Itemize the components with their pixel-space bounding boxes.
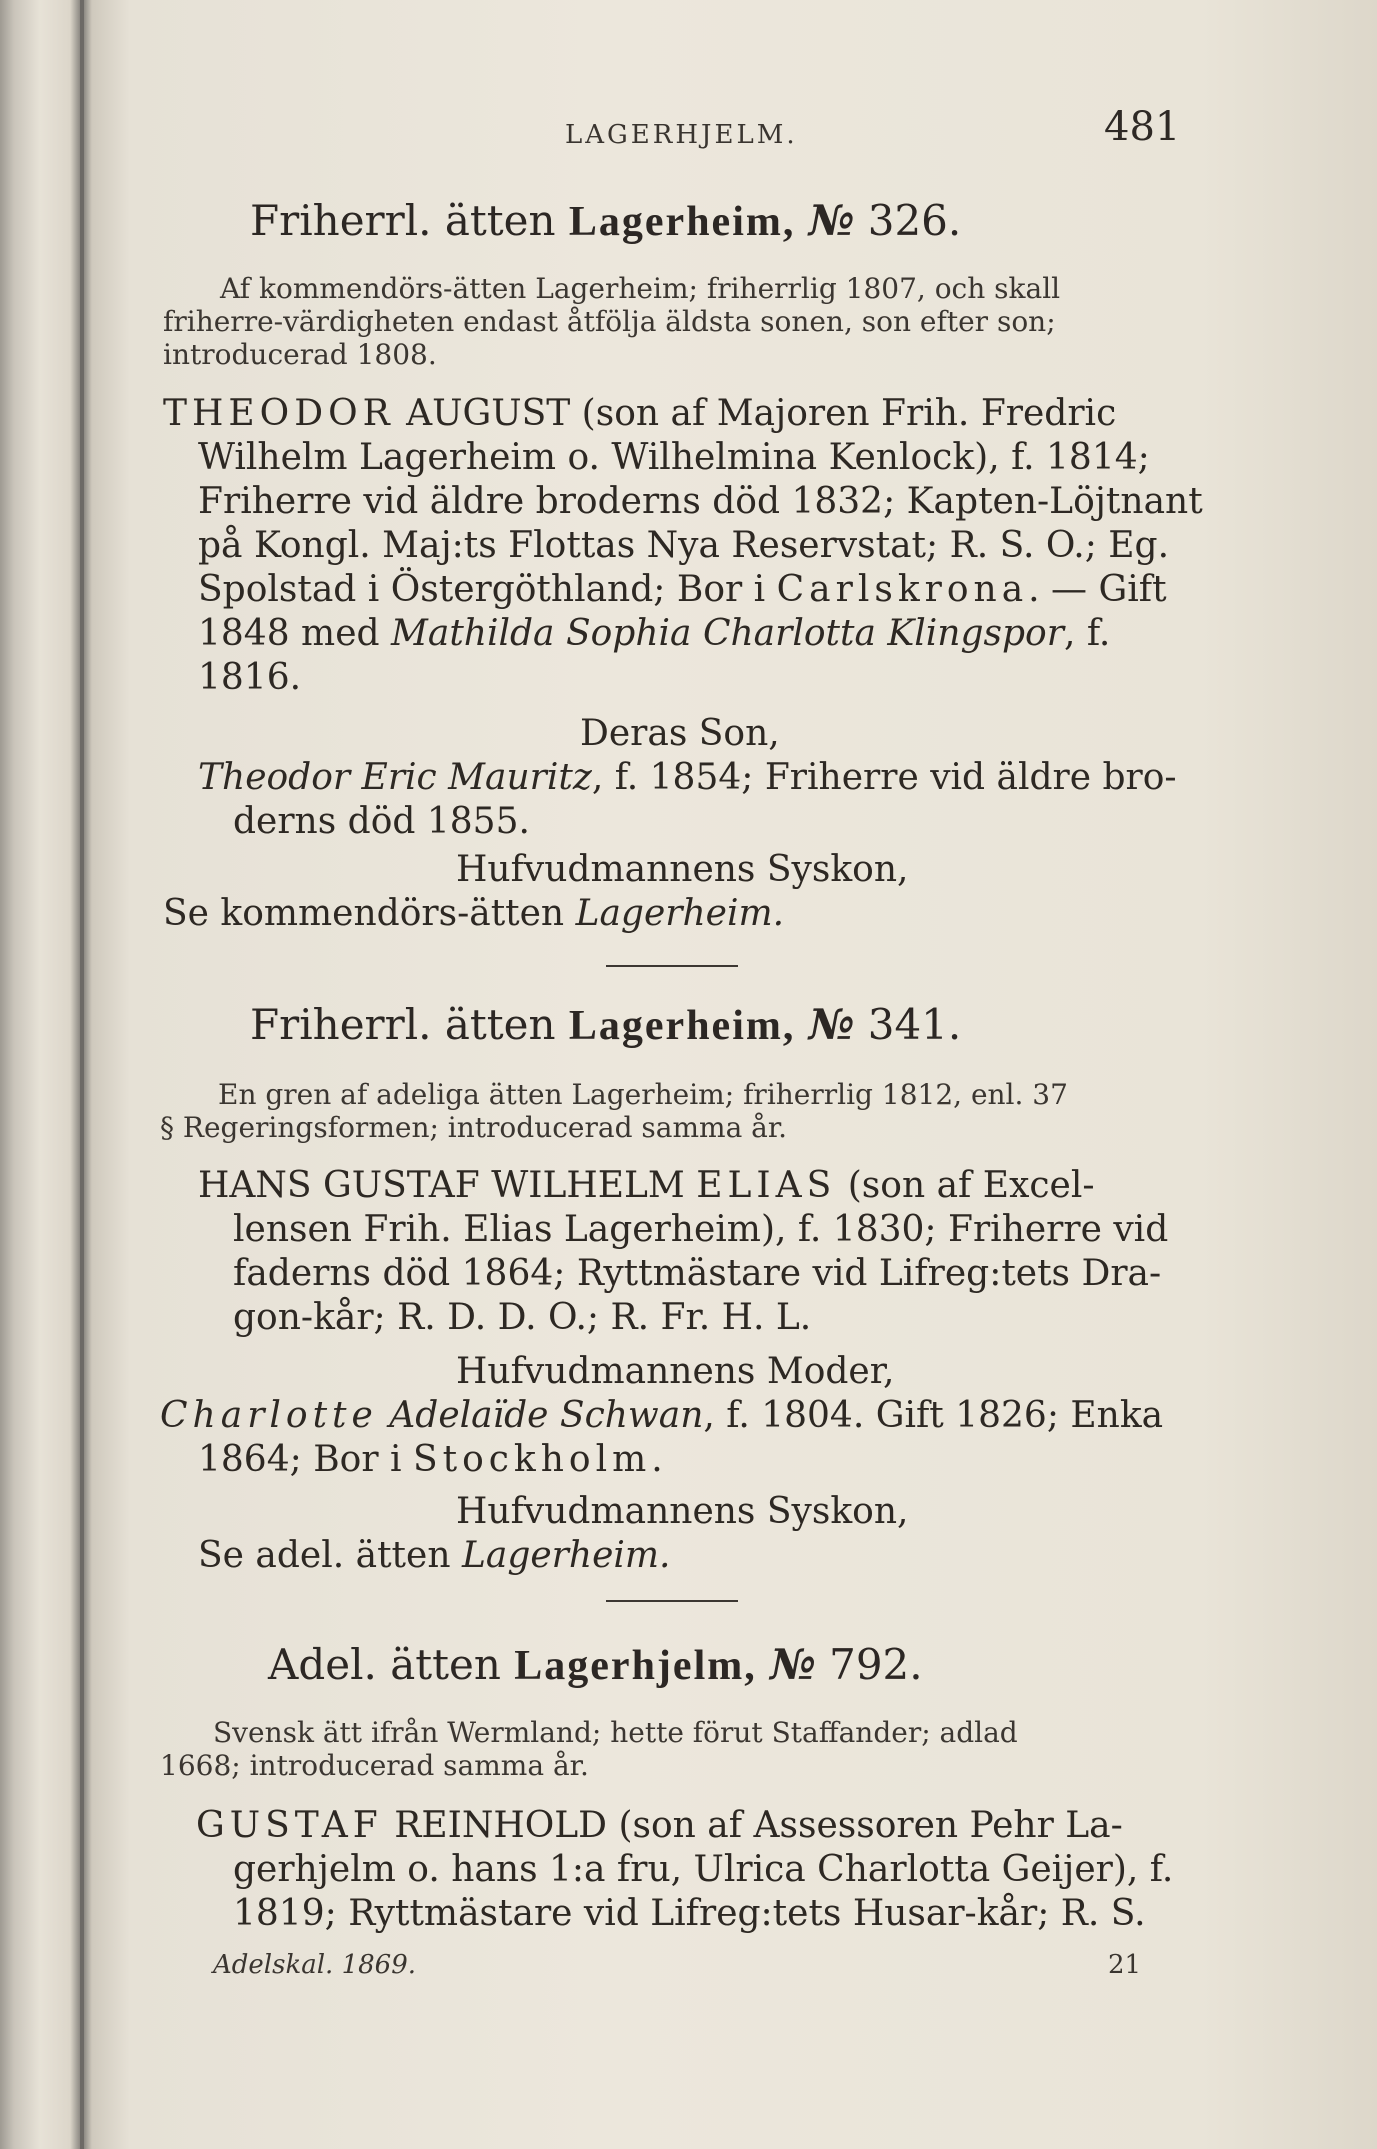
- text-run: på Kongl. Maj:ts Flottas Nya Reservstat; R. S. O.; Eg.: [198, 525, 1170, 566]
- section2-entry-line: [198, 1164, 1095, 1208]
- section1-siblings-heading: Hufvudmannens Syskon,: [456, 849, 909, 890]
- section3-intro-2: 1668; introducerad samma år.: [160, 1749, 589, 1782]
- text-run: , f. 1804. Gift 1826; Enka: [703, 1395, 1164, 1436]
- text-run: 1848 med: [198, 613, 391, 654]
- section1-heading-name: Lagerheim,: [568, 199, 796, 245]
- running-title: LAGERHJELM.: [565, 120, 798, 150]
- section-divider: [606, 965, 738, 967]
- text-run: [378, 1395, 389, 1436]
- section3-heading-name: Lagerhjelm,: [514, 1643, 757, 1689]
- section2-siblings-heading: Hufvudmannens Syskon,: [456, 1491, 909, 1532]
- section1-intro-1: Af kommendörs-ätten Lagerheim; friherrlig 1807, och skall: [220, 272, 1061, 305]
- section3-heading-no: №: [770, 1640, 816, 1689]
- text-run: Mathilda Sophia Charlotta Klingspor: [391, 613, 1064, 654]
- section2-heading-name: Lagerheim,: [568, 1003, 796, 1049]
- text-run: Friherre vid äldre broderns död 1832; Kapten-Löjtnant: [198, 481, 1203, 522]
- text-run: lensen Frih. Elias Lagerheim), f. 1830; Friherre vid: [233, 1209, 1169, 1250]
- section2-siblings-ref: [198, 1534, 670, 1578]
- text-run: GUSTAF: [196, 1805, 383, 1846]
- section1-entry-line: [198, 612, 1110, 656]
- section2-heading-number: 341.: [867, 1000, 962, 1049]
- text-run: faderns död 1864; Ryttmästare vid Lifreg:tets Dra-: [233, 1253, 1162, 1294]
- book-gutter: [80, 0, 84, 2149]
- text-run: Spolstad i Östergöthland; Bor i: [198, 569, 777, 610]
- text-run: Carlskrona: [776, 569, 1029, 610]
- text-run: Wilhelm Lagerheim o. Wilhelmina Kenlock), f. 1814;: [198, 437, 1150, 478]
- text-run: ELIAS: [696, 1165, 837, 1206]
- section1-siblings-ref: [163, 892, 784, 936]
- text-run: AUGUST (son af Majoren Frih. Fredric: [394, 393, 1117, 434]
- section1-heading-number: 326.: [867, 196, 962, 245]
- section-divider: [606, 1600, 738, 1602]
- footer-signature: Adelskal. 1869.: [213, 1950, 416, 1980]
- section2-mother-heading: Hufvudmannens Moder,: [456, 1351, 895, 1392]
- text-run: . — Gift: [1028, 569, 1167, 610]
- section3-heading-prefix: Adel. ätten: [268, 1640, 501, 1689]
- section2-intro-2: § Regeringsformen; introducerad samma år.: [160, 1111, 788, 1144]
- section3-intro-1: Svensk ätt ifrån Wermland; hette förut Staffander; adlad: [213, 1716, 1018, 1749]
- section2-intro-1: En gren af adeliga ätten Lagerheim; friherrlig 1812, enl. 37: [218, 1078, 1068, 1111]
- section3-heading-number: 792.: [829, 1640, 923, 1689]
- text-run: Stockholm: [412, 1439, 652, 1480]
- section1-entry-line: [198, 656, 301, 700]
- text-run: HANS GUSTAF WILHELM: [198, 1165, 697, 1206]
- section1-entry-line: [198, 568, 1167, 612]
- text-run: Lagerheim.: [575, 893, 785, 934]
- section1-intro-2: friherre-värdigheten endast åtfölja äldsta sonen, son efter son;: [163, 305, 1056, 338]
- text-run: REINHOLD (son af Assessoren Pehr La-: [382, 1805, 1123, 1846]
- text-run: (son af Excel-: [836, 1165, 1095, 1206]
- text-run: .: [651, 1439, 663, 1480]
- text-run: gon-kår; R. D. D. O.; R. Fr. H. L.: [233, 1297, 812, 1338]
- text-run: Charlotte: [160, 1395, 378, 1436]
- section1-heading-no: №: [808, 196, 855, 245]
- section1-son-heading: Deras Son,: [580, 713, 780, 754]
- text-run: 1864; Bor i: [198, 1439, 413, 1480]
- section1-son-line: [233, 800, 530, 844]
- section2-heading: [250, 1000, 961, 1050]
- text-run: 1819; Ryttmästare vid Lifreg:tets Husar-kår; R. S.: [233, 1893, 1146, 1934]
- section3-entry-line: [233, 1892, 1146, 1936]
- text-run: Adelaïde Schwan: [389, 1395, 704, 1436]
- section2-heading-prefix: Friherrl. ätten: [250, 1000, 556, 1049]
- section1-entry-line: [163, 392, 1116, 436]
- section3-entry-line: [233, 1848, 1173, 1892]
- section1-heading: [250, 196, 961, 246]
- text-run: Se kommendörs-ätten: [163, 893, 576, 934]
- section1-son-line: [198, 756, 1177, 800]
- section1-entry-line: [198, 480, 1203, 524]
- section1-entry-line: [198, 524, 1169, 568]
- section3-entry-line: [196, 1804, 1123, 1848]
- text-run: Theodor Eric Mauritz: [198, 757, 592, 798]
- footer-sheet-number: 21: [1108, 1950, 1142, 1980]
- text-run: Se adel. ätten: [198, 1535, 462, 1576]
- section2-heading-no: №: [808, 1000, 855, 1049]
- section3-heading: [268, 1640, 923, 1690]
- text-run: gerhjelm o. hans 1:a fru, Ulrica Charlotta Geijer), f.: [233, 1849, 1174, 1890]
- section2-mother-line: [160, 1394, 1163, 1438]
- section2-mother-line: [198, 1438, 663, 1482]
- text-run: , f.: [1063, 613, 1111, 654]
- text-run: THEODOR: [163, 393, 395, 434]
- text-run: 1816.: [198, 657, 302, 698]
- section2-entry-line: [233, 1252, 1161, 1296]
- section2-entry-line: [233, 1208, 1168, 1252]
- section2-entry-line: [233, 1296, 811, 1340]
- text-run: Lagerheim.: [461, 1535, 671, 1576]
- section1-entry-line: [198, 436, 1150, 480]
- section1-heading-prefix: Friherrl. ätten: [250, 196, 556, 245]
- page-number: 481: [1104, 104, 1181, 150]
- text-run: , f. 1854; Friherre vid äldre bro-: [591, 757, 1177, 798]
- section1-intro-3: introducerad 1808.: [163, 338, 437, 371]
- text-run: derns död 1855.: [233, 801, 530, 842]
